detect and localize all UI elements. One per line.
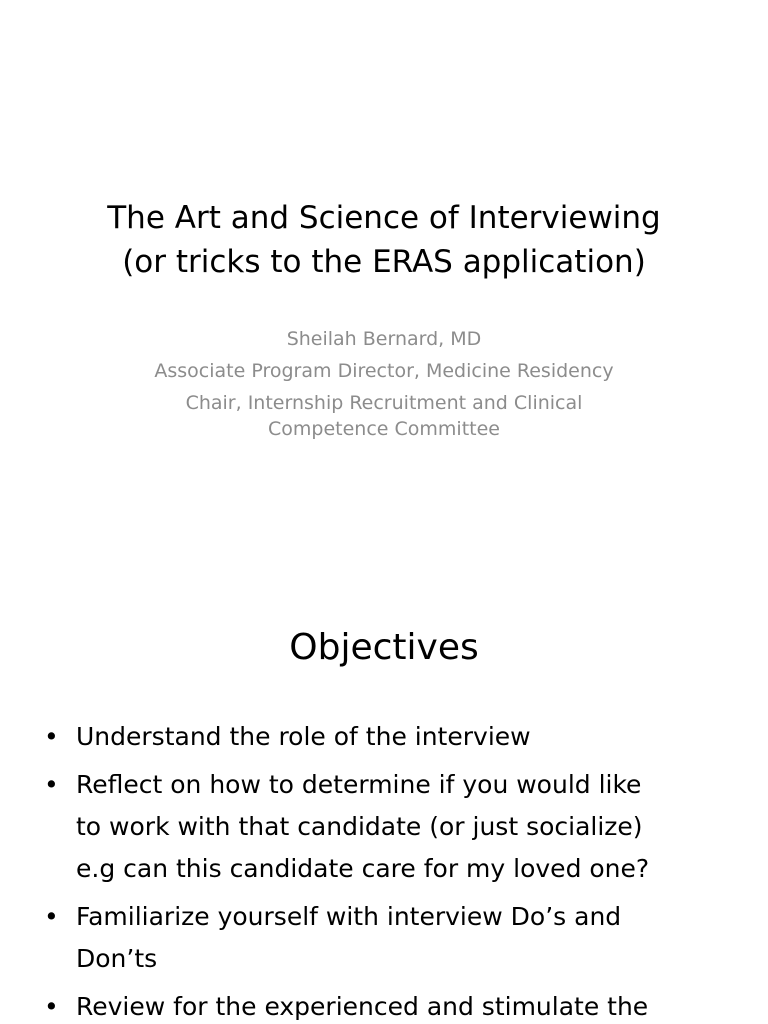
bullet-icon: • [44,722,59,751]
objectives-list [40,716,740,1024]
objective-text: Familiarize yourself with interview Do’s and [76,902,622,931]
title-line-2: (or tricks to the ERAS application) [122,244,646,280]
objective-text: to work with that candidate (or just socialize) [76,812,643,841]
bullet-icon: • [44,992,59,1021]
objectives-title: Objectives [289,627,479,668]
objective-text: Review for the experienced and stimulate the [76,992,649,1021]
objective-item [40,986,740,1024]
objective-item [40,716,740,758]
presentation-title [40,196,728,284]
objective-text: Reflect on how to determine if you would like [76,770,642,799]
bullet-icon: • [44,770,59,799]
presenter-role-2-line-1: Chair, Internship Recruitment and Clinical [185,392,583,414]
objective-text: e.g can this candidate care for my loved one? [76,854,650,883]
presenter-role-1: Associate Program Director, Medicine Residency [154,360,614,382]
objectives-slide [0,576,768,1024]
presenter-info [60,326,708,442]
presenter-role-2-line-2: Competence Committee [268,418,500,440]
title-line-1: The Art and Science of Interviewing [107,200,661,236]
objective-text: Don’ts [76,944,158,973]
bullet-icon: • [44,902,59,931]
objective-item [40,764,740,890]
objective-item [40,896,740,980]
objective-text: Understand the role of the interview [76,722,531,751]
presenter-name: Sheilah Bernard, MD [286,328,482,350]
